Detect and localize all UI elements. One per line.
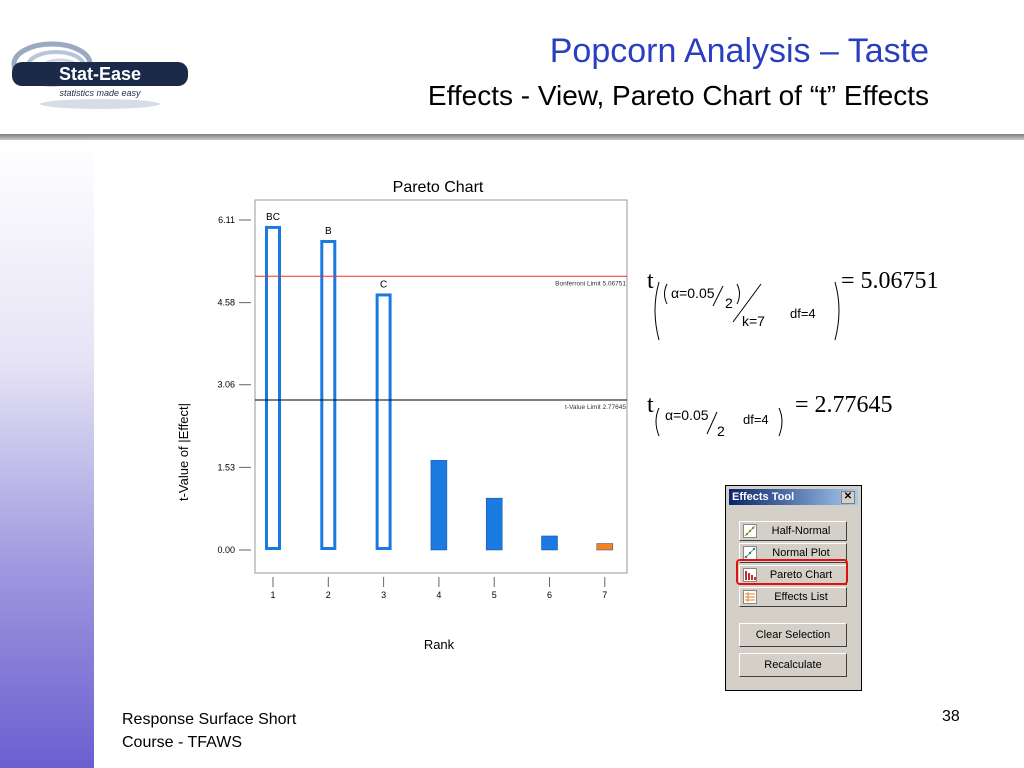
y-tick-label: 4.58 [217,297,235,308]
x-tick-label: 4 [436,590,442,600]
slide-title: Popcorn Analysis – Taste [549,32,929,70]
formula1-t: t [647,268,654,294]
x-axis-label: Rank [423,637,455,652]
clear-selection-button[interactable]: Clear Selection [739,623,847,647]
pareto-bar [486,498,502,550]
x-tick-label: 3 [381,590,387,600]
recalculate-button[interactable]: Recalculate [739,653,847,677]
pareto-bar-selected-inner [323,243,333,547]
formula2-denom: 2 [717,423,725,439]
slide-subtitle: Effects - View, Pareto Chart of “t” Effects [427,80,929,111]
page-number: 38 [942,708,960,725]
y-axis-label: t-Value of |Effect| [176,402,191,502]
formula1-alpha: α=0.05 [671,285,715,301]
logo-text: Stat-Ease [58,64,142,84]
bar-label: BC [266,211,280,223]
half-normal-icon [743,524,757,538]
y-tick-label: 6.11 [218,215,235,225]
t-value-formula [645,386,975,446]
effects-tool-title: Effects Tool [732,491,795,503]
y-tick-label: 3.06 [217,379,235,390]
reference-line-label: Bonferroni Limit 5.06751 [555,280,626,288]
effects-list-button[interactable] [739,587,847,607]
effects-tool-window [725,485,862,691]
x-tick-label: 7 [602,590,608,600]
formula2-alpha: α=0.05 [665,407,709,423]
x-tick-label: 6 [546,590,553,600]
pareto-bar [542,536,558,550]
stat-ease-logo [4,36,194,112]
normal-plot-label: Normal Plot [772,547,830,559]
effects-tool-titlebar[interactable] [729,489,858,505]
pareto-chart [170,172,640,662]
formula1-denom: 2 [725,295,733,311]
y-tick-label: 1.53 [217,462,235,473]
formula1-k: k=7 [742,313,765,329]
x-tick-label: 1 [270,590,276,600]
pareto-bar [597,544,613,550]
footer-line-1: Response Surface Short [122,711,297,728]
y-tick-label: 0.00 [217,545,235,555]
logo-tagline: statistics made easy [59,88,141,98]
chart-title: Pareto Chart [392,179,484,196]
pareto-chart-label: Pareto Chart [769,569,833,581]
formula1-result: = 5.06751 [841,268,939,294]
pareto-selection-highlight [736,559,848,585]
sidebar-gradient [0,140,94,768]
half-normal-label: Half-Normal [771,525,831,537]
footer-line-2: Course - TFAWS [122,734,243,751]
bar-label: B [324,225,332,237]
bar-label: C [379,279,388,291]
header-divider [0,134,1024,140]
x-tick-label: 2 [325,590,331,600]
close-icon[interactable]: ✕ [841,491,855,504]
footer-course [122,708,296,754]
effects-list-label: Effects List [774,591,828,603]
bonferroni-formula [645,262,975,352]
formula2-result: = 2.77645 [795,392,893,418]
pareto-bar-selected-inner [379,296,389,547]
pareto-bar [431,460,447,550]
x-tick-label: 5 [491,590,497,600]
formula1-df: df=4 [790,306,816,321]
reference-line-label: t-Value Limit 2.77645 [565,404,626,412]
formula2-df: df=4 [743,412,769,427]
effects-list-icon [743,590,757,604]
formula2-t: t [647,392,654,418]
half-normal-button[interactable] [739,521,847,541]
normal-plot-icon [743,546,757,560]
